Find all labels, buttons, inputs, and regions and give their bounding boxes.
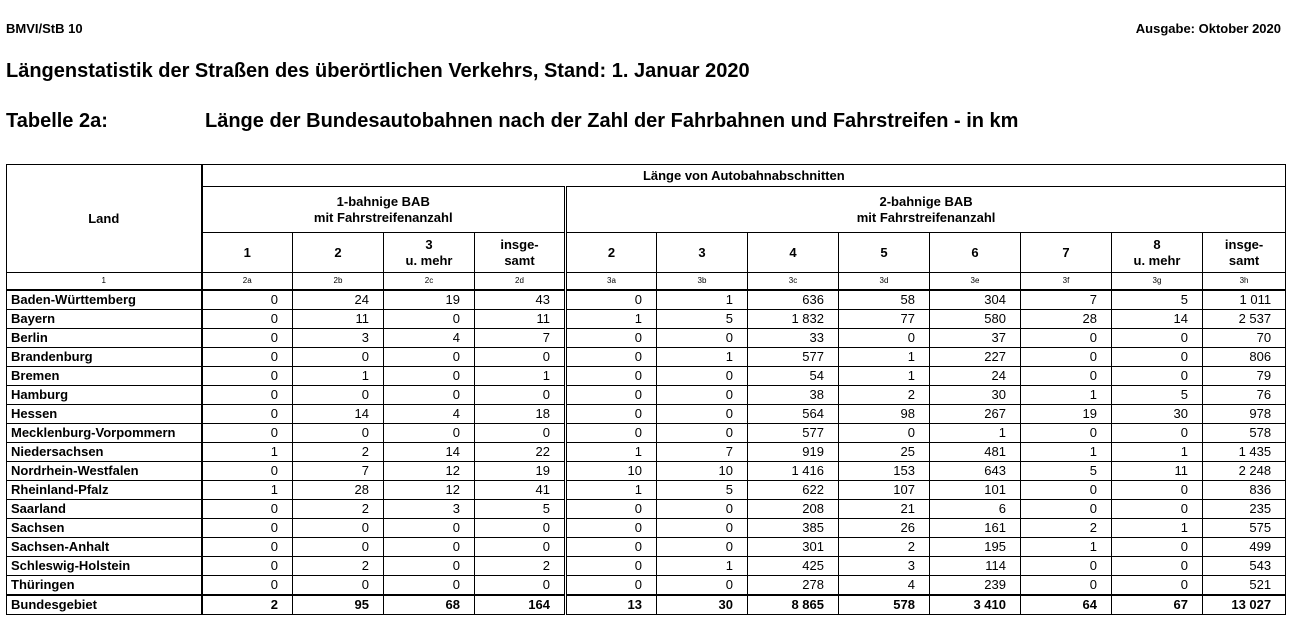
group2-line2: mit Fahrstreifenanzahl: [856, 209, 996, 225]
table-cell: 11: [1112, 462, 1203, 481]
table-cell: 622: [748, 481, 839, 500]
table-cell: 0: [566, 405, 657, 424]
column-header-line1: insge-: [1224, 236, 1264, 252]
table-cell: 0: [293, 538, 384, 557]
table-cell: 95: [293, 595, 384, 615]
table-cell: 0: [202, 500, 293, 519]
table-cell: 385: [748, 519, 839, 538]
table-cell: 0: [657, 538, 748, 557]
table-cell: 7: [475, 329, 566, 348]
table-row: [7, 443, 1286, 462]
column-header-line1: 8: [1153, 236, 1161, 252]
column-header: [1021, 233, 1112, 273]
table-cell: 68: [384, 595, 475, 615]
table-cell: 26: [839, 519, 930, 538]
group1-header: [202, 187, 566, 233]
column-index: 2b: [293, 273, 384, 291]
table-cell: 0: [566, 538, 657, 557]
table-cell: 3 410: [930, 595, 1021, 615]
table-cell: 0: [202, 405, 293, 424]
table-cell: 0: [475, 519, 566, 538]
table-cell: 919: [748, 443, 839, 462]
table-cell: 28: [1021, 310, 1112, 329]
table-cell: 4: [384, 405, 475, 424]
table-cell: 1: [1021, 386, 1112, 405]
table-cell: 0: [1021, 576, 1112, 596]
table-cell: 4: [384, 329, 475, 348]
top-header: Länge von Autobahnabschnitten: [202, 165, 1286, 187]
land-name: Hamburg: [7, 386, 202, 405]
table-cell: 806: [1203, 348, 1286, 367]
table-cell: 28: [293, 481, 384, 500]
column-index: 2c: [384, 273, 475, 291]
table-row: [7, 576, 1286, 596]
column-header: [202, 233, 293, 273]
table-cell: 836: [1203, 481, 1286, 500]
table-cell: 2: [475, 557, 566, 576]
column-header-line2: u. mehr: [1133, 252, 1181, 268]
page-title: Längenstatistik der Straßen des überörtlichen Verkehrs, Stand: 1. Januar 2020: [6, 60, 750, 82]
table-cell: 0: [202, 329, 293, 348]
table-cell: 0: [1021, 348, 1112, 367]
table-cell: 0: [566, 329, 657, 348]
table-row: [7, 538, 1286, 557]
table-cell: 0: [384, 310, 475, 329]
table-cell: 0: [384, 557, 475, 576]
table-cell: 0: [1021, 329, 1112, 348]
land-name: Berlin: [7, 329, 202, 348]
table-cell: 0: [566, 500, 657, 519]
table-row: [7, 500, 1286, 519]
column-header: [293, 233, 384, 273]
table-cell: 1: [293, 367, 384, 386]
land-name: Bayern: [7, 310, 202, 329]
table-cell: 3: [839, 557, 930, 576]
table-cell: 304: [930, 290, 1021, 310]
table-row: [7, 348, 1286, 367]
table-cell: 0: [566, 367, 657, 386]
land-name: Sachsen: [7, 519, 202, 538]
table-cell: 0: [657, 405, 748, 424]
table-cell: 0: [384, 367, 475, 386]
table-cell: 0: [475, 386, 566, 405]
table-cell: 267: [930, 405, 1021, 424]
table-number: Tabelle 2a:: [6, 110, 108, 132]
table-cell: 0: [1112, 367, 1203, 386]
table-cell: 0: [566, 386, 657, 405]
land-name: Hessen: [7, 405, 202, 424]
table-cell: 195: [930, 538, 1021, 557]
table-cell: 0: [384, 519, 475, 538]
column-header: [839, 233, 930, 273]
column-index: 3a: [566, 273, 657, 291]
total-row: [7, 595, 1286, 615]
table-cell: 227: [930, 348, 1021, 367]
table-cell: 0: [657, 576, 748, 596]
column-index: 3c: [748, 273, 839, 291]
document-code: BMVI/StB 10: [6, 21, 83, 36]
table-cell: 5: [475, 500, 566, 519]
table-cell: 0: [384, 424, 475, 443]
table-cell: 7: [657, 443, 748, 462]
table-row: [7, 386, 1286, 405]
table-cell: 14: [293, 405, 384, 424]
table-cell: 578: [1203, 424, 1286, 443]
table-cell: 643: [930, 462, 1021, 481]
table-cell: 3: [384, 500, 475, 519]
table-cell: 2: [839, 538, 930, 557]
table-cell: 0: [566, 424, 657, 443]
column-header: [930, 233, 1021, 273]
table-cell: 67: [1112, 595, 1203, 615]
table-cell: 98: [839, 405, 930, 424]
table-row: [7, 519, 1286, 538]
land-name: Sachsen-Anhalt: [7, 538, 202, 557]
table-cell: 10: [566, 462, 657, 481]
column-index: 2a: [202, 273, 293, 291]
column-index: 3d: [839, 273, 930, 291]
table-cell: 0: [202, 348, 293, 367]
table-cell: 425: [748, 557, 839, 576]
table-cell: 578: [839, 595, 930, 615]
table-cell: 0: [202, 386, 293, 405]
table-cell: 0: [202, 538, 293, 557]
table-cell: 1: [839, 348, 930, 367]
column-header: [657, 233, 748, 273]
table-cell: 1: [657, 348, 748, 367]
table-cell: 1 011: [1203, 290, 1286, 310]
land-name: Niedersachsen: [7, 443, 202, 462]
table-cell: 0: [1021, 557, 1112, 576]
column-header-line1: 7: [1062, 244, 1070, 260]
table-cell: 70: [1203, 329, 1286, 348]
table-row: [7, 424, 1286, 443]
column-header-line1: 2: [607, 244, 616, 260]
table-cell: 1: [930, 424, 1021, 443]
land-name: Schleswig-Holstein: [7, 557, 202, 576]
table-cell: 0: [657, 519, 748, 538]
table-cell: 79: [1203, 367, 1286, 386]
column-header: [748, 233, 839, 273]
table-cell: 54: [748, 367, 839, 386]
table-cell: 41: [475, 481, 566, 500]
table-cell: 2 248: [1203, 462, 1286, 481]
table-cell: 0: [657, 424, 748, 443]
table-cell: 0: [1021, 481, 1112, 500]
table-caption: Länge der Bundesautobahnen nach der Zahl der Fahrbahnen und Fahrstreifen - in km: [205, 110, 1019, 132]
table-cell: 1: [566, 443, 657, 462]
table-cell: 13 027: [1203, 595, 1286, 615]
land-name: Mecklenburg-Vorpommern: [7, 424, 202, 443]
land-name: Bundesgebiet: [7, 595, 202, 615]
table-cell: 1: [1112, 443, 1203, 462]
table-cell: 1: [1021, 443, 1112, 462]
table-cell: 0: [202, 310, 293, 329]
table-cell: 2: [1021, 519, 1112, 538]
table-row: [7, 462, 1286, 481]
table-cell: 0: [475, 538, 566, 557]
table-cell: 3: [293, 329, 384, 348]
column-header-line1: 4: [789, 244, 797, 260]
table-cell: 0: [657, 329, 748, 348]
table-cell: 0: [475, 424, 566, 443]
table-cell: 1: [202, 443, 293, 462]
table-cell: 0: [566, 576, 657, 596]
table-cell: 0: [1112, 481, 1203, 500]
column-index: 3b: [657, 273, 748, 291]
table-cell: 30: [930, 386, 1021, 405]
table-cell: 0: [475, 348, 566, 367]
group1-line2: mit Fahrstreifenanzahl: [313, 209, 453, 225]
table-cell: 575: [1203, 519, 1286, 538]
table-cell: 164: [475, 595, 566, 615]
table-cell: 499: [1203, 538, 1286, 557]
table-cell: 0: [1021, 367, 1112, 386]
table-cell: 0: [657, 386, 748, 405]
table-cell: 564: [748, 405, 839, 424]
table-cell: 12: [384, 481, 475, 500]
table-cell: 0: [566, 348, 657, 367]
table-row: [7, 481, 1286, 500]
table-cell: 0: [657, 367, 748, 386]
table-cell: 2: [839, 386, 930, 405]
column-index: 2d: [475, 273, 566, 291]
table-cell: 0: [293, 386, 384, 405]
table-cell: 10: [657, 462, 748, 481]
table-cell: 0: [202, 367, 293, 386]
table-cell: 0: [566, 290, 657, 310]
land-name: Bremen: [7, 367, 202, 386]
table-row: [7, 405, 1286, 424]
table-cell: 7: [1021, 290, 1112, 310]
table-cell: 208: [748, 500, 839, 519]
table-cell: 107: [839, 481, 930, 500]
table-cell: 0: [1112, 329, 1203, 348]
table-cell: 1 416: [748, 462, 839, 481]
table-cell: 30: [657, 595, 748, 615]
table-cell: 0: [839, 329, 930, 348]
column-header: [1203, 233, 1286, 273]
table-cell: 0: [293, 519, 384, 538]
table-cell: 0: [293, 348, 384, 367]
table-cell: 1: [657, 290, 748, 310]
column-header-line1: 3: [698, 244, 706, 260]
table-cell: 38: [748, 386, 839, 405]
table-cell: 0: [566, 557, 657, 576]
table-cell: 0: [657, 500, 748, 519]
table-row: [7, 290, 1286, 310]
column-header: [475, 233, 566, 273]
table-cell: 1: [475, 367, 566, 386]
column-index: 3e: [930, 273, 1021, 291]
table-cell: 153: [839, 462, 930, 481]
column-header-line1: 3: [425, 236, 433, 252]
land-header: Land: [7, 165, 202, 273]
table-cell: 0: [202, 557, 293, 576]
table-cell: 30: [1112, 405, 1203, 424]
table-cell: 0: [1021, 424, 1112, 443]
table-cell: 5: [1021, 462, 1112, 481]
column-index: 1: [7, 273, 202, 291]
table-cell: 7: [293, 462, 384, 481]
table-cell: 0: [384, 386, 475, 405]
table-cell: 19: [1021, 405, 1112, 424]
table-cell: 0: [475, 576, 566, 596]
edition-date: Ausgabe: Oktober 2020: [1135, 21, 1281, 36]
table-cell: 1: [1021, 538, 1112, 557]
table-row: [7, 367, 1286, 386]
table-cell: 1 435: [1203, 443, 1286, 462]
table-cell: 33: [748, 329, 839, 348]
table-cell: 2 537: [1203, 310, 1286, 329]
table-cell: 58: [839, 290, 930, 310]
table-cell: 76: [1203, 386, 1286, 405]
table-cell: 0: [384, 576, 475, 596]
length-statistics-table: [6, 164, 1286, 615]
table-cell: 1: [566, 481, 657, 500]
table-cell: 0: [1112, 424, 1203, 443]
table-cell: 101: [930, 481, 1021, 500]
table-cell: 11: [293, 310, 384, 329]
table-cell: 8 865: [748, 595, 839, 615]
table-cell: 481: [930, 443, 1021, 462]
table-row: [7, 310, 1286, 329]
column-header-line1: insge-: [500, 236, 539, 252]
column-header-line2: samt: [504, 252, 535, 268]
table-cell: 18: [475, 405, 566, 424]
table-cell: 25: [839, 443, 930, 462]
column-header: [1112, 233, 1203, 273]
table-cell: 5: [657, 310, 748, 329]
table-cell: 24: [293, 290, 384, 310]
table-cell: 0: [293, 576, 384, 596]
column-header: [384, 233, 475, 273]
land-name: Saarland: [7, 500, 202, 519]
column-header-line2: samt: [1228, 252, 1260, 268]
table-cell: 521: [1203, 576, 1286, 596]
table-cell: 0: [839, 424, 930, 443]
table-cell: 978: [1203, 405, 1286, 424]
table-cell: 1 832: [748, 310, 839, 329]
column-header-line1: 6: [971, 244, 979, 260]
table-cell: 43: [475, 290, 566, 310]
column-header: [566, 233, 657, 273]
table-cell: 64: [1021, 595, 1112, 615]
table-cell: 2: [293, 443, 384, 462]
table-cell: 0: [384, 538, 475, 557]
table-cell: 239: [930, 576, 1021, 596]
column-header-line1: 5: [880, 244, 888, 260]
table-cell: 12: [384, 462, 475, 481]
group2-line1: 2-bahnige BAB: [879, 193, 973, 209]
land-name: Thüringen: [7, 576, 202, 596]
column-index: 3g: [1112, 273, 1203, 291]
land-name: Rheinland-Pfalz: [7, 481, 202, 500]
table-cell: 1: [839, 367, 930, 386]
table-cell: 114: [930, 557, 1021, 576]
table-cell: 0: [202, 462, 293, 481]
column-header-line1: 1: [243, 244, 251, 260]
table-cell: 0: [293, 424, 384, 443]
table-cell: 13: [566, 595, 657, 615]
table-cell: 77: [839, 310, 930, 329]
table-cell: 0: [1112, 500, 1203, 519]
table-cell: 14: [384, 443, 475, 462]
table-cell: 0: [384, 348, 475, 367]
table-cell: 5: [1112, 386, 1203, 405]
column-header-line1: 2: [334, 244, 342, 260]
table-cell: 1: [566, 310, 657, 329]
table-cell: 14: [1112, 310, 1203, 329]
table-cell: 22: [475, 443, 566, 462]
table-cell: 4: [839, 576, 930, 596]
table-row: [7, 557, 1286, 576]
table-cell: 543: [1203, 557, 1286, 576]
table-cell: 21: [839, 500, 930, 519]
group2-header: [566, 187, 1286, 233]
column-index: 3f: [1021, 273, 1112, 291]
table-cell: 19: [384, 290, 475, 310]
table-cell: 1: [202, 481, 293, 500]
table-cell: 0: [202, 576, 293, 596]
table-cell: 235: [1203, 500, 1286, 519]
land-name: Brandenburg: [7, 348, 202, 367]
table-cell: 0: [1112, 538, 1203, 557]
table-cell: 0: [1112, 576, 1203, 596]
table-cell: 577: [748, 348, 839, 367]
table-cell: 636: [748, 290, 839, 310]
table-cell: 1: [657, 557, 748, 576]
table-cell: 0: [202, 424, 293, 443]
table-cell: 0: [202, 519, 293, 538]
table-cell: 161: [930, 519, 1021, 538]
table-cell: 278: [748, 576, 839, 596]
table-cell: 5: [657, 481, 748, 500]
table-cell: 580: [930, 310, 1021, 329]
land-name: Nordrhein-Westfalen: [7, 462, 202, 481]
table-cell: 37: [930, 329, 1021, 348]
table-cell: 2: [293, 500, 384, 519]
table-cell: 2: [293, 557, 384, 576]
table-cell: 0: [1021, 500, 1112, 519]
table-cell: 0: [202, 290, 293, 310]
table-cell: 2: [202, 595, 293, 615]
table-row: [7, 329, 1286, 348]
table-cell: 301: [748, 538, 839, 557]
table-cell: 577: [748, 424, 839, 443]
column-header-line2: u. mehr: [405, 252, 453, 268]
table-cell: 6: [930, 500, 1021, 519]
land-name: Baden-Württemberg: [7, 290, 202, 310]
table-cell: 0: [1112, 557, 1203, 576]
table-cell: 0: [1112, 348, 1203, 367]
table-cell: 5: [1112, 290, 1203, 310]
table-cell: 11: [475, 310, 566, 329]
column-index: 3h: [1203, 273, 1286, 291]
group1-line1: 1-bahnige BAB: [336, 193, 430, 209]
table-cell: 24: [930, 367, 1021, 386]
table-cell: 0: [566, 519, 657, 538]
table-cell: 19: [475, 462, 566, 481]
table-cell: 1: [1112, 519, 1203, 538]
